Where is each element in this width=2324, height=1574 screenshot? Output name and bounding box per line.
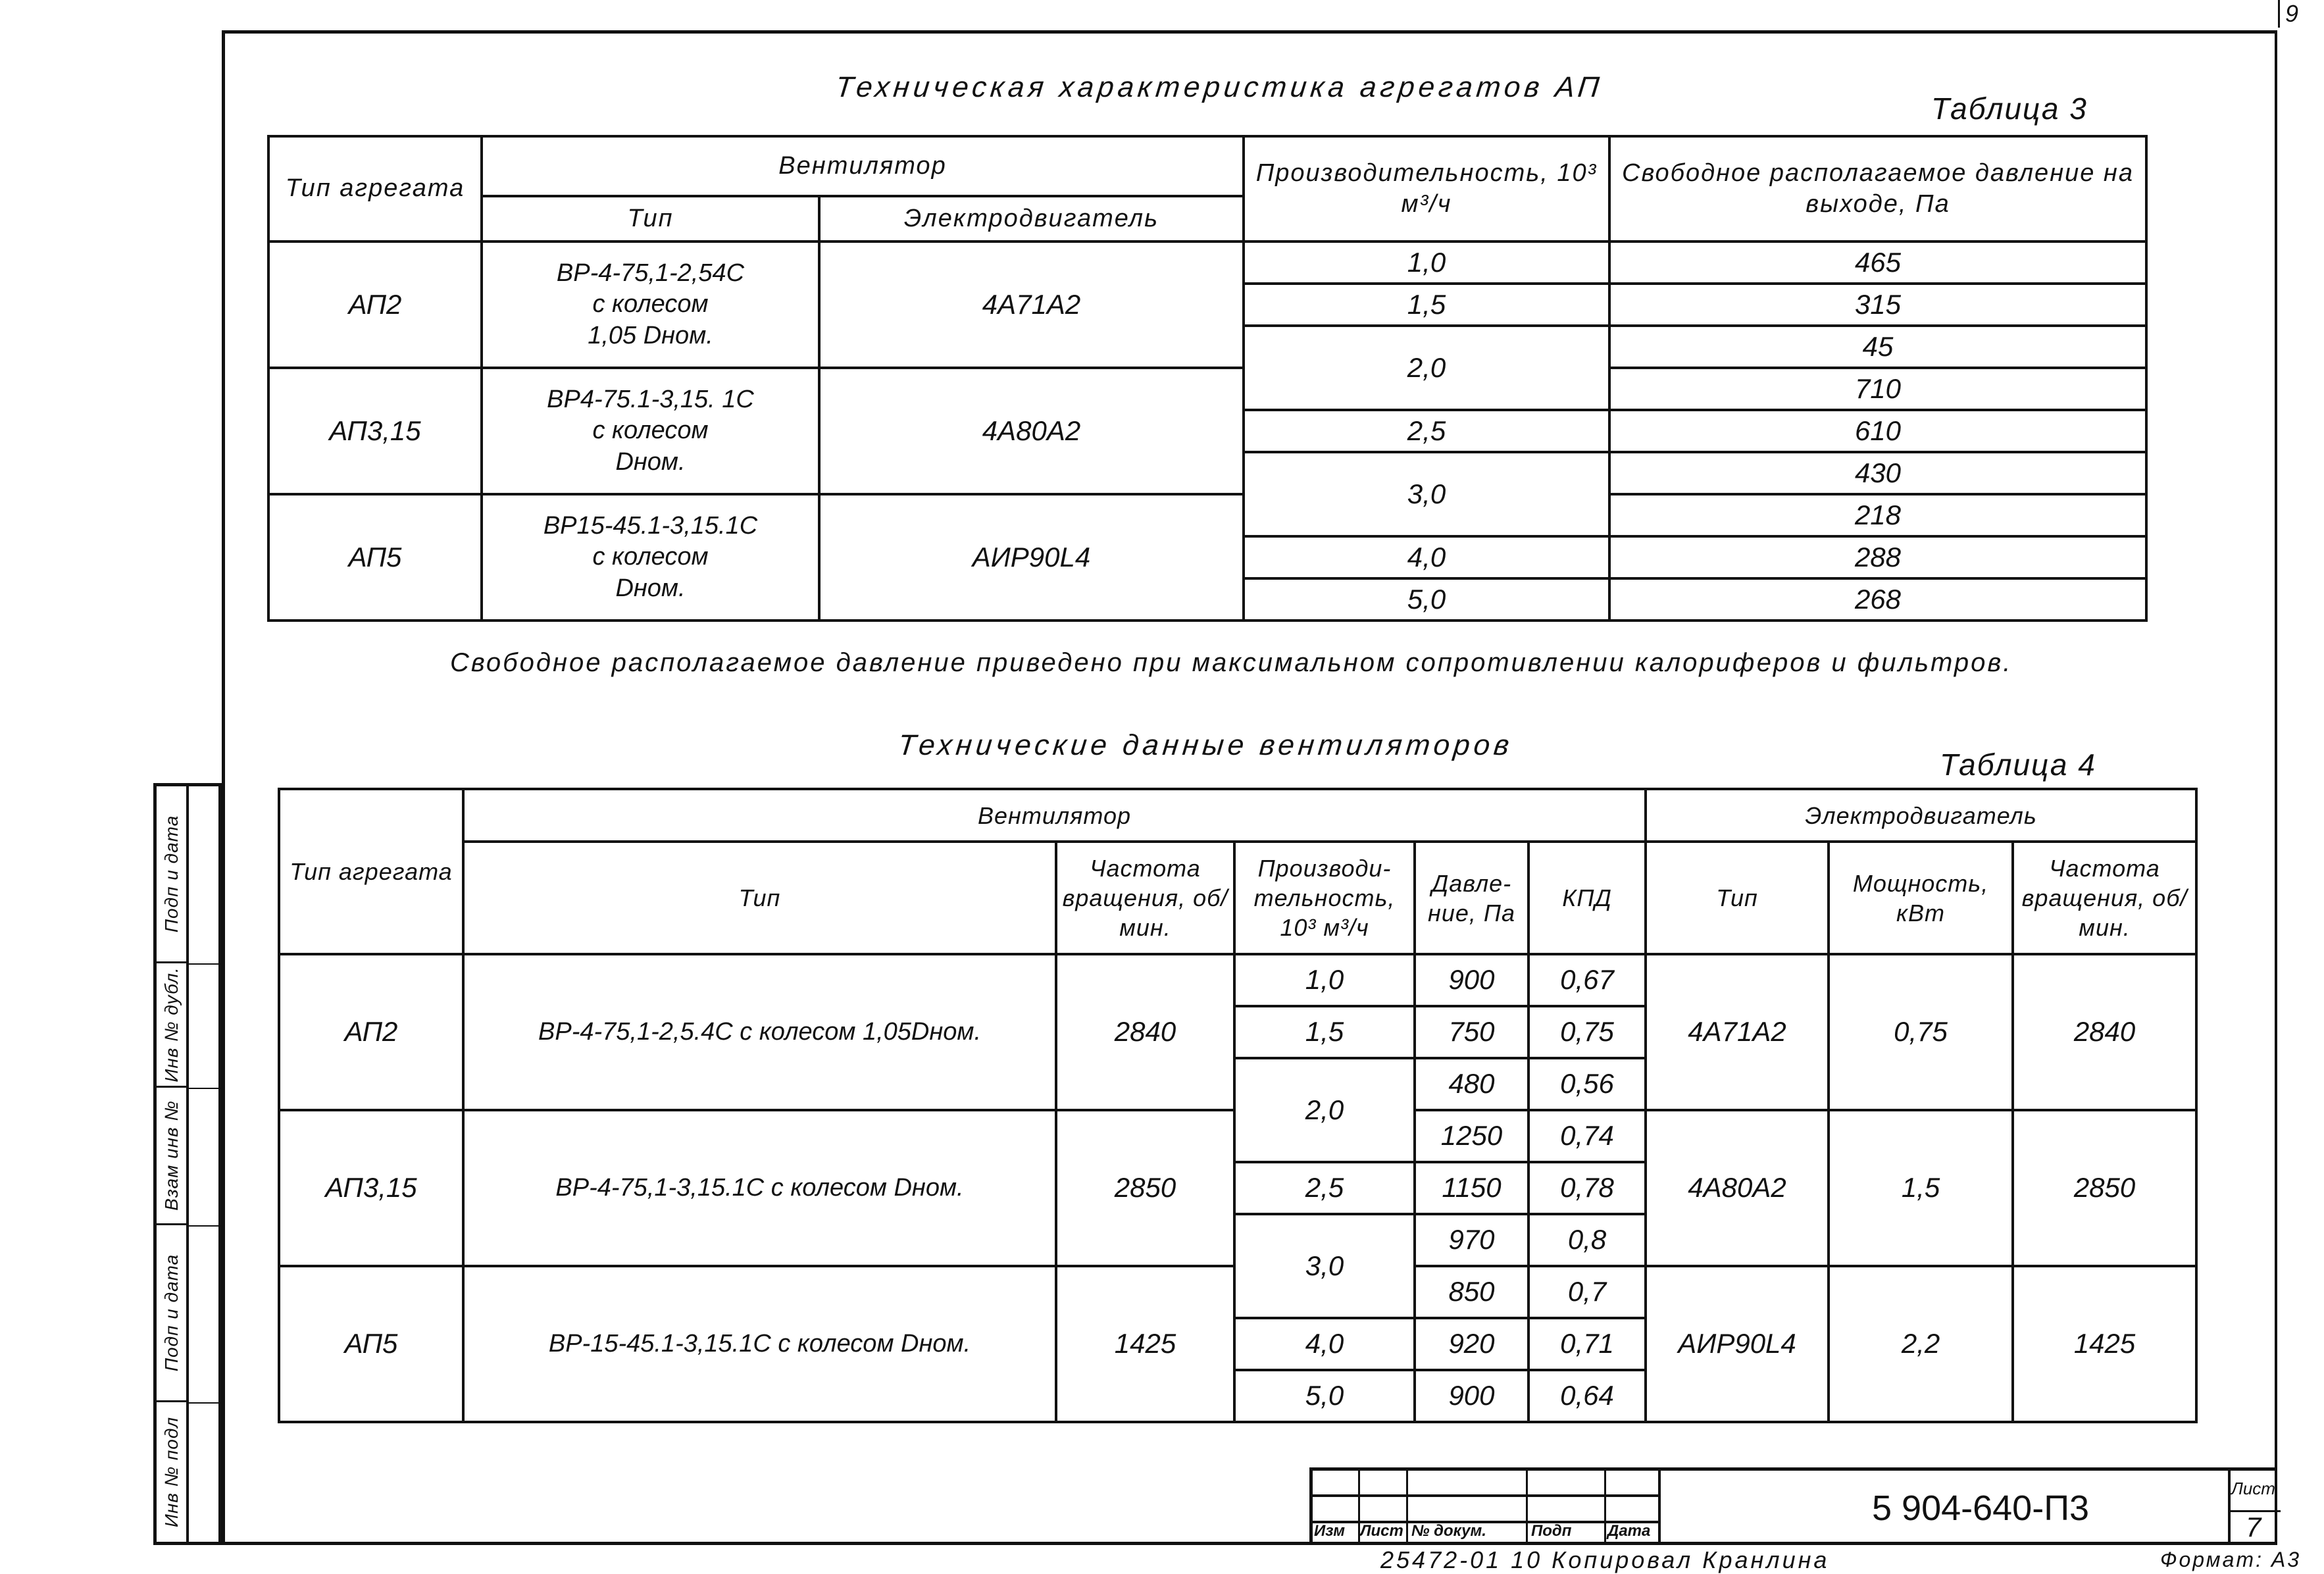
table3-title: Техническая характеристика агрегатов АП: [834, 71, 1605, 103]
header-capacity: Производительность, 10³ м³/ч: [1244, 136, 1609, 241]
header-motor-speed: Частота вращения, об/мин.: [2013, 842, 2196, 954]
header-unit-type: Тип агрегата: [279, 789, 463, 954]
side-stamp: [153, 783, 222, 1545]
title-block: [1309, 1467, 2277, 1545]
header-power: Мощность, кВт: [1829, 842, 2013, 954]
stamp-original-inv: Инв № подл: [161, 1416, 182, 1528]
unit-name: АП5: [268, 494, 482, 621]
pressure: 430: [1609, 452, 2146, 494]
pressure: 920: [1415, 1318, 1528, 1370]
motor-speed: 2850: [2013, 1110, 2196, 1266]
header-motor: Электродвигатель: [1646, 789, 2196, 842]
capacity: 4,0: [1244, 536, 1609, 578]
motor-type: 4А71А2: [1646, 954, 1829, 1110]
table4-title: Технические данные вентиляторов: [896, 729, 1515, 761]
capacity: 4,0: [1234, 1318, 1415, 1370]
motor: АИР90L4: [819, 494, 1244, 621]
stamp-duplicate-inv: Инв № дубл.: [157, 963, 186, 1088]
efficiency: 0,75: [1528, 1006, 1646, 1058]
efficiency: 0,78: [1528, 1162, 1646, 1214]
unit-name: АП5: [279, 1266, 463, 1422]
motor-speed: 1425: [2013, 1266, 2196, 1422]
capacity: 1,5: [1234, 1006, 1415, 1058]
pressure: 970: [1415, 1214, 1528, 1266]
fan-speed: 2840: [1056, 954, 1234, 1110]
fan-type: ВР-4-75,1-2,54С с колесом 1,05 Dном.: [482, 241, 819, 368]
pressure: 288: [1609, 536, 2146, 578]
motor-speed: 2840: [2013, 954, 2196, 1110]
header-motor-type: Тип: [1646, 842, 1829, 954]
capacity: 1,0: [1234, 954, 1415, 1006]
motor: 4А80А2: [819, 368, 1244, 494]
table3: [267, 135, 2148, 622]
efficiency: 0,74: [1528, 1110, 1646, 1162]
pressure: 710: [1609, 368, 2146, 410]
fan-type: ВР4-75.1-3,15. 1С с колесом Dном.: [482, 368, 819, 494]
efficiency: 0,64: [1528, 1370, 1646, 1422]
pressure: 315: [1609, 284, 2146, 326]
header-change: Изм: [1314, 1522, 1345, 1540]
capacity: 2,5: [1244, 410, 1609, 452]
unit-name: АП3,15: [268, 368, 482, 494]
capacity: 1,0: [1244, 241, 1609, 284]
header-pressure: Свободное располагаемое давление на выходе, Па: [1609, 136, 2146, 241]
capacity: 3,0: [1234, 1214, 1415, 1318]
pressure: 1250: [1415, 1110, 1528, 1162]
fan-type: ВР-4-75,1-3,15.1С с колесом Dном.: [463, 1110, 1056, 1266]
efficiency: 0,71: [1528, 1318, 1646, 1370]
table3-number: Таблица 3: [1931, 91, 2088, 126]
table4: [278, 788, 2198, 1423]
pressure-note: Свободное располагаемое давление приведено при максимальном сопротивлении калориферов и фильтров.: [450, 648, 2013, 677]
capacity: 5,0: [1234, 1370, 1415, 1422]
capacity: 2,0: [1244, 326, 1609, 410]
header-fan: Вентилятор: [482, 136, 1244, 196]
unit-name: АП3,15: [279, 1110, 463, 1266]
unit-name: АП2: [279, 954, 463, 1110]
sheet-label: Лист: [2231, 1479, 2275, 1498]
sheet-corner-number: 9: [2278, 0, 2298, 28]
header-unit-type: Тип агрегата: [268, 136, 482, 241]
stamp-sign-date-2: Подп и дата: [157, 1225, 186, 1402]
capacity: 2,5: [1234, 1162, 1415, 1214]
header-fan-type: Тип: [482, 196, 819, 241]
header-fan-speed: Частота вращения, об/мин.: [1056, 842, 1234, 954]
paper-format: Формат: А3: [2160, 1548, 2301, 1571]
pressure: 465: [1609, 241, 2146, 284]
header-fan: Вентилятор: [463, 789, 1646, 842]
capacity: 2,0: [1234, 1058, 1415, 1162]
power: 2,2: [1829, 1266, 2013, 1422]
capacity: 1,5: [1244, 284, 1609, 326]
header-pressure: Давле-ние, Па: [1415, 842, 1528, 954]
power: 1,5: [1829, 1110, 2013, 1266]
header-efficiency: КПД: [1528, 842, 1646, 954]
stamp-sign-date-1: Подп и дата: [157, 786, 186, 963]
document-code: 5 904-640-П3: [1872, 1488, 2090, 1528]
pressure: 610: [1609, 410, 2146, 452]
efficiency: 0,67: [1528, 954, 1646, 1006]
pressure: 45: [1609, 326, 2146, 368]
power: 0,75: [1829, 954, 2013, 1110]
header-doc-number: № докум.: [1411, 1522, 1486, 1540]
copy-info: 25472-01 10 Копировал Кранлина: [1380, 1546, 1830, 1573]
pressure: 1150: [1415, 1162, 1528, 1214]
motor-type: АИР90L4: [1646, 1266, 1829, 1422]
fan-type: ВР15-45.1-3,15.1С с колесом Dном.: [482, 494, 819, 621]
table4-number: Таблица 4: [1940, 748, 2096, 782]
pressure: 750: [1415, 1006, 1528, 1058]
pressure: 900: [1415, 954, 1528, 1006]
fan-type: ВР-15-45.1-3,15.1С с колесом Dном.: [463, 1266, 1056, 1422]
sheet-number: 7: [2246, 1511, 2261, 1542]
header-sheet: Лист: [1360, 1522, 1403, 1540]
header-capacity: Производи-тельность, 10³ м³/ч: [1234, 842, 1415, 954]
fan-speed: 2850: [1056, 1110, 1234, 1266]
capacity: 5,0: [1244, 578, 1609, 621]
capacity: 3,0: [1244, 452, 1609, 536]
fan-speed: 1425: [1056, 1266, 1234, 1422]
pressure: 268: [1609, 578, 2146, 621]
efficiency: 0,7: [1528, 1266, 1646, 1318]
pressure: 850: [1415, 1266, 1528, 1318]
header-signature: Подп: [1531, 1522, 1572, 1540]
header-fan-type: Тип: [463, 842, 1056, 954]
motor-type: 4А80А2: [1646, 1110, 1829, 1266]
pressure: 218: [1609, 494, 2146, 536]
efficiency: 0,8: [1528, 1214, 1646, 1266]
stamp-replacement-inv: Взам инв №: [157, 1088, 186, 1225]
pressure: 480: [1415, 1058, 1528, 1110]
header-date: Дата: [1607, 1522, 1651, 1540]
unit-name: АП2: [268, 241, 482, 368]
pressure: 900: [1415, 1370, 1528, 1422]
fan-type: ВР-4-75,1-2,5.4С с колесом 1,05Dном.: [463, 954, 1056, 1110]
efficiency: 0,56: [1528, 1058, 1646, 1110]
header-motor: Электродвигатель: [819, 196, 1244, 241]
motor: 4А71А2: [819, 241, 1244, 368]
